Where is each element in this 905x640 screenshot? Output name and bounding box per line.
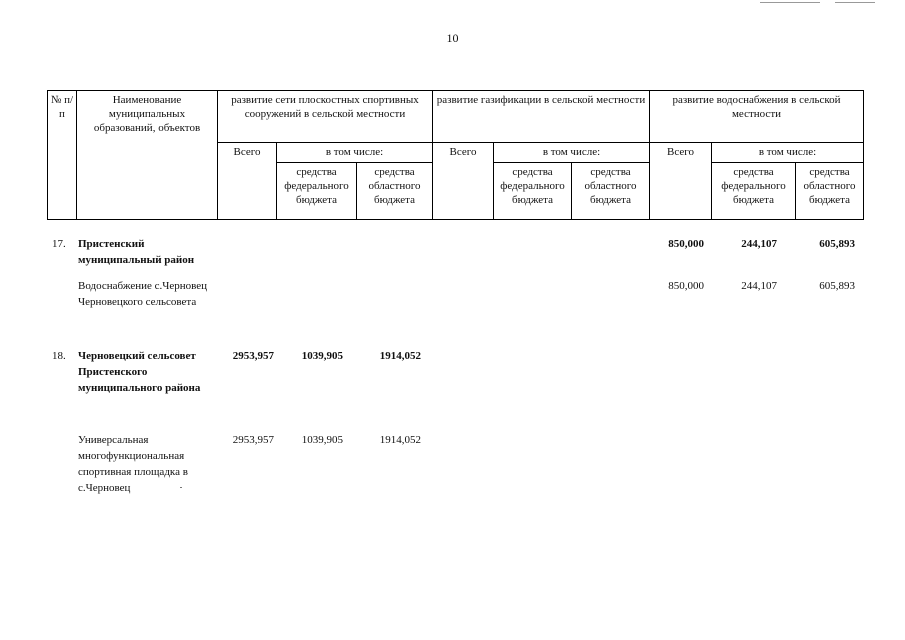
row-name: Черновецкий сельсовет Пристенского муниципального района [78,350,201,394]
row-number: 18. [52,350,66,362]
row-name: Водоснабжение с.Черновец Черновецкого сельсовета [78,280,208,308]
sport-regional: 1914,052 [379,350,421,362]
water-total: 850,000 [668,238,704,250]
scan-speck [180,487,182,488]
header-total-water: Всего [650,143,712,220]
header-including-gas: в том числе: [494,143,650,163]
sport-federal: 1039,905 [301,434,343,446]
sport-federal: 1039,905 [301,350,343,362]
scan-edge-line [835,2,875,3]
water-federal: 244,107 [741,238,777,250]
sport-regional: 1914,052 [379,434,421,446]
water-federal: 244,107 [741,280,777,292]
header-group-water: развитие водоснабжения в сельской местности [650,91,864,143]
header-name: Наименование муниципальных образований, объектов [77,91,218,220]
scan-edge-line [760,2,820,3]
row-name: Пристенский муниципальный район [78,238,195,266]
header-including-water: в том числе: [712,143,864,163]
header-federal-water: средства федерального бюджета [712,163,796,220]
water-total: 850,000 [668,280,704,292]
header-group-gas: развитие газификации в сельской местности [433,91,650,143]
header-regional-water: средства областного бюджета [796,163,864,220]
header-federal-sport: средства федерального бюджета [277,163,357,220]
sport-total: 2953,957 [232,350,274,362]
sport-total: 2953,957 [232,434,274,446]
header-total-gas: Всего [433,143,494,220]
header-total-sport: Всего [218,143,277,220]
header-federal-gas: средства федерального бюджета [494,163,572,220]
header-including-sport: в том числе: [277,143,433,163]
row-name: Универсальная многофункциональная спортивная площадка в с.Черновец [78,434,188,494]
header-regional-sport: средства областного бюджета [357,163,433,220]
header-regional-gas: средства областного бюджета [572,163,650,220]
page-number: 10 [446,31,459,45]
water-regional: 605,893 [819,280,855,292]
table-header [47,90,864,220]
header-group-sport: развитие сети плоскостных спортивных сооружений в сельской местности [218,91,433,143]
water-regional: 605,893 [819,238,855,250]
row-number: 17. [52,238,66,250]
header-num: № п/п [48,91,77,220]
